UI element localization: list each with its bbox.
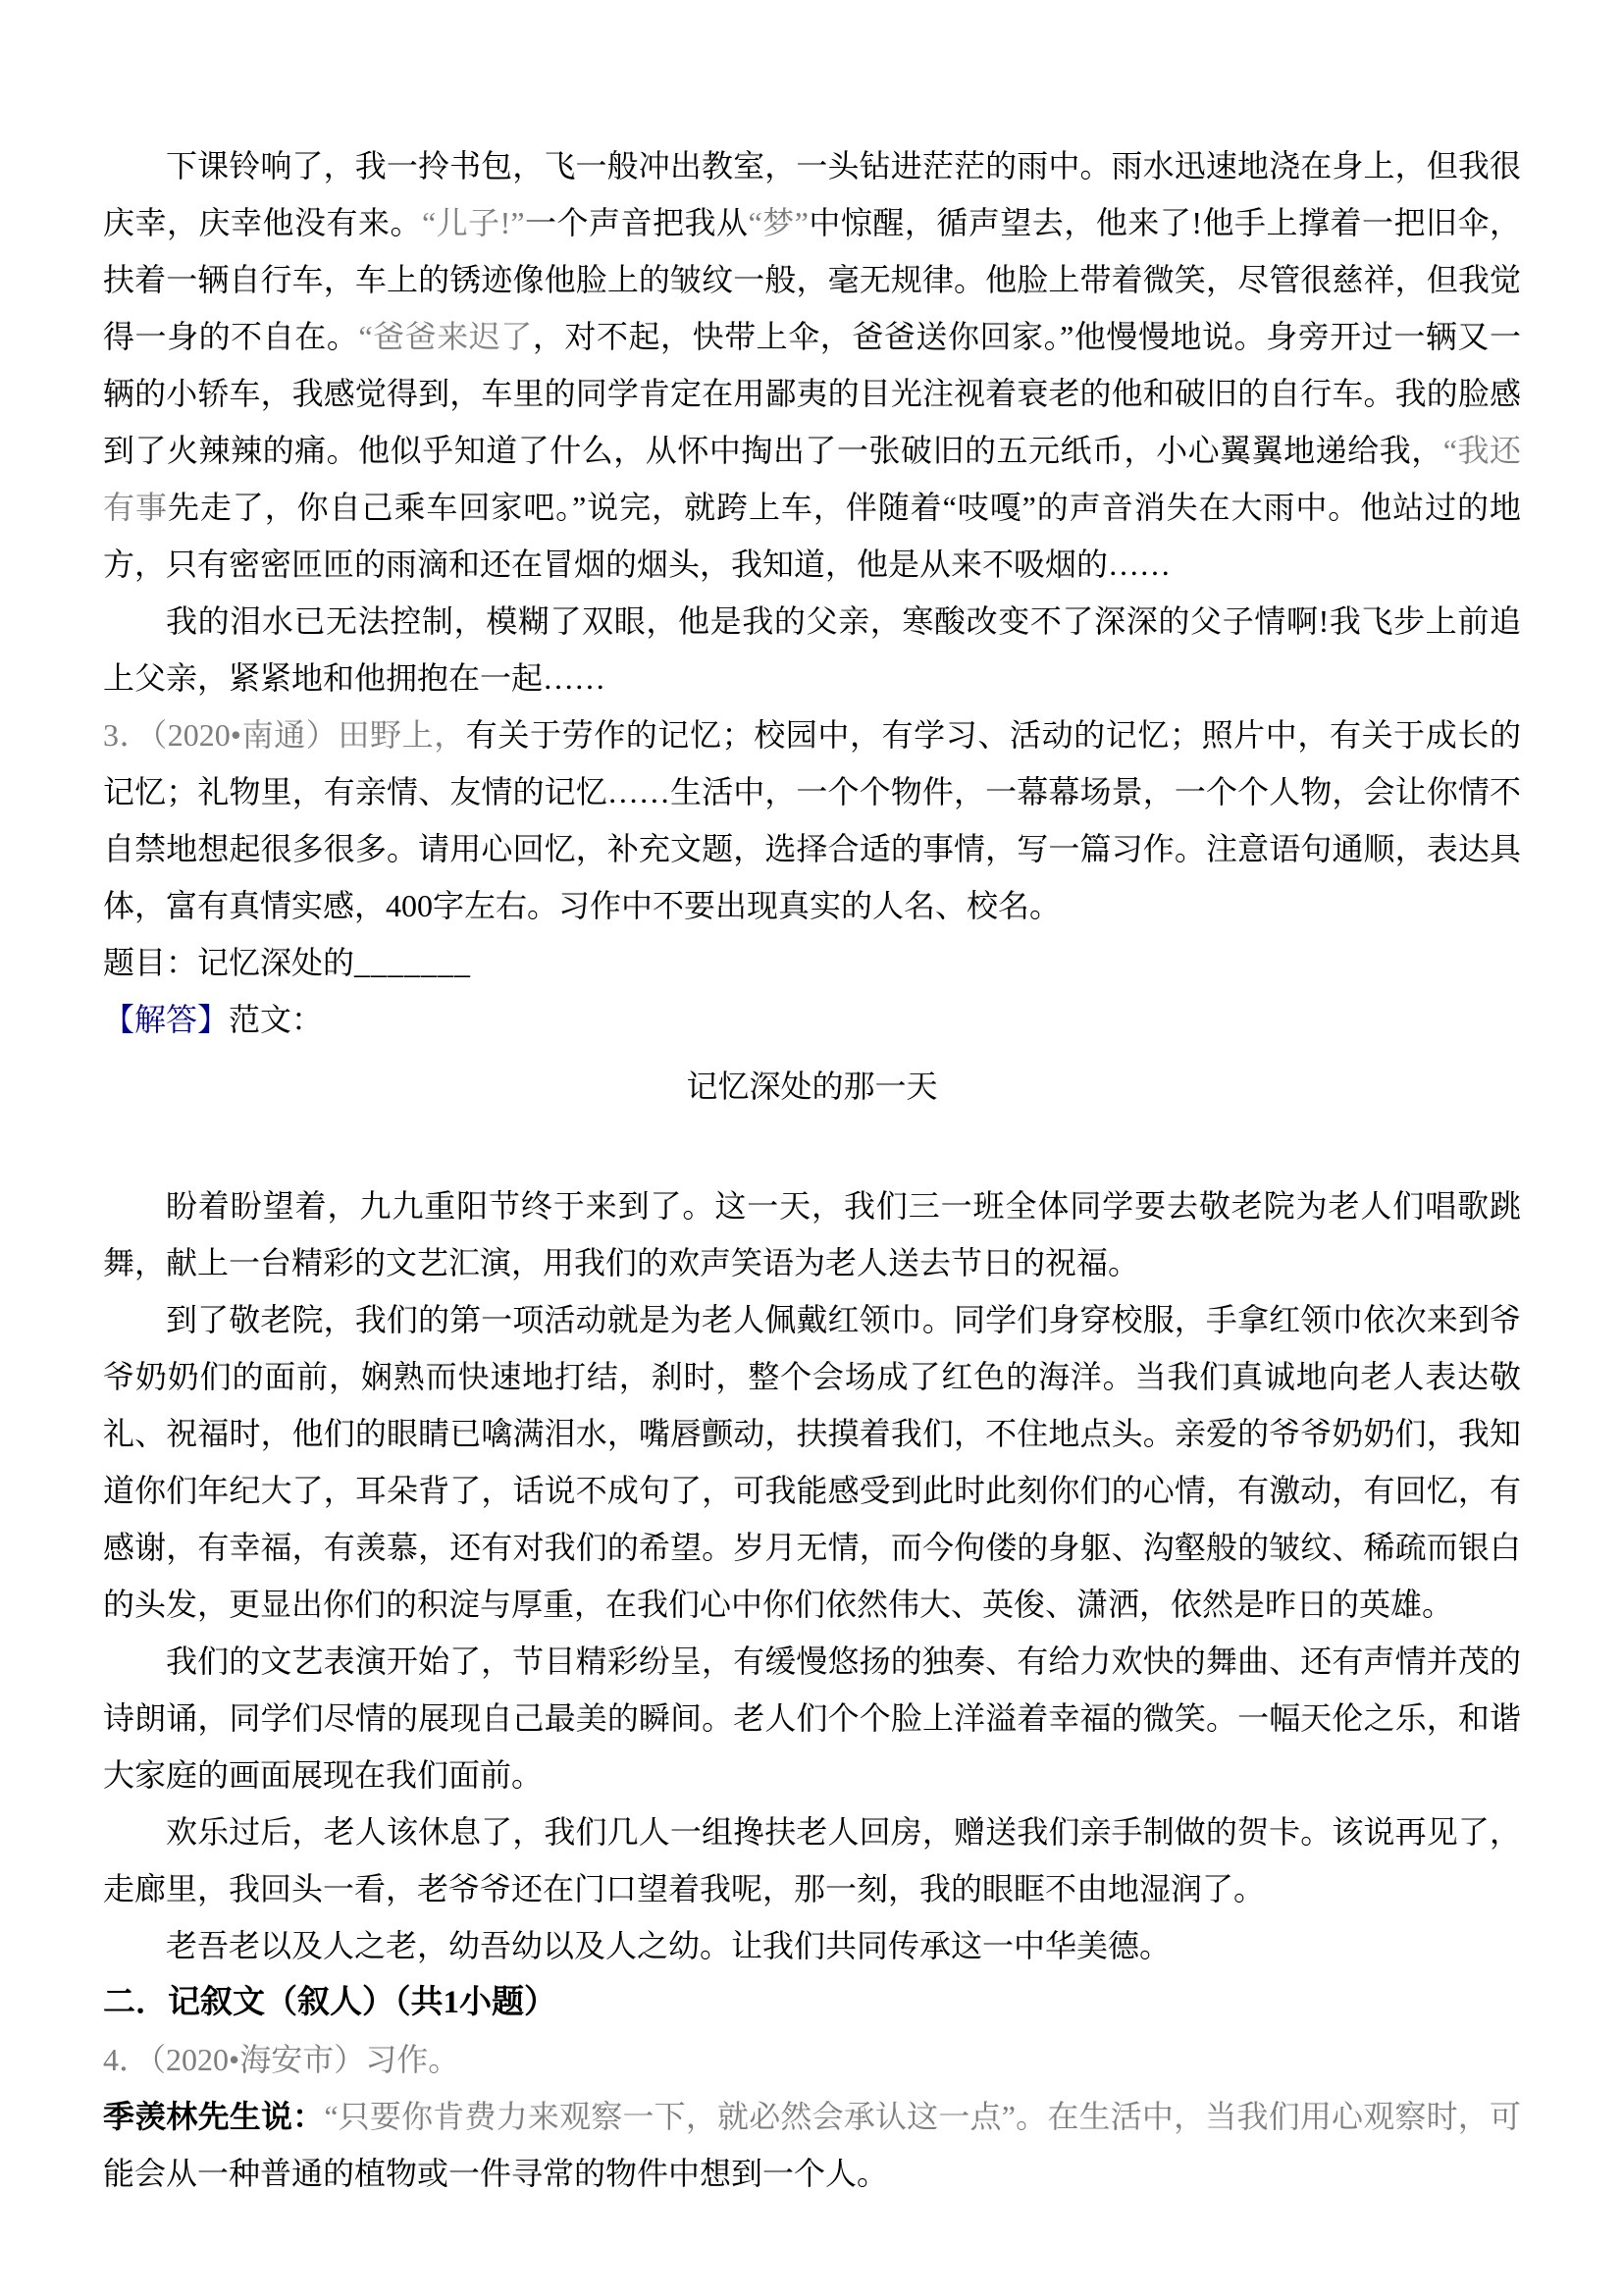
text-run-normal: 下课铃响了，我一拎书包，飞一般冲出教室，一头钻进茫茫的雨中。雨水迅速地浇在身上，但我很庆幸，庆幸他没有来。 — [103, 148, 1521, 240]
question-4 — [103, 2031, 1521, 2088]
text-run-normal: 我们的文艺表演开始了，节目精彩纷呈，有缓慢悠扬的独奏、有给力欢快的舞曲、还有声情并茂的诗朗诵，同学们尽情的展现自己最美的瞬间。老人们个个脸上洋溢着幸福的微笑。一幅天伦之乐，和谐大家庭的画面展现在我们面前。 — [103, 1644, 1521, 1793]
text-run-gray: “我还有事 — [103, 433, 1521, 525]
text-run-gray: “梦” — [748, 205, 809, 240]
text-run-normal: 到了敬老院，我们的第一项活动就是为老人佩戴红领巾。同学们身穿校服，手拿红领巾依次来到爷爷奶奶们的面前，娴熟而快速地打结，刹时，整个会场成了红色的海洋。当我们真诚地向老人表达敬礼、祝福时，他们的眼睛已噙满泪水，嘴唇颤动，扶摸着我们，不住地点头。亲爱的爷爷奶奶们，我知道你们年纪大了，耳朵背了，话说不成句了，可我能感受到此时此刻你们的心情，有激动，有回忆，有感谢，有幸福，有羡慕，还有对我们的希望。岁月无情，而今佝偻的身躯、沟壑般的皱纹、稀疏而银白的头发，更显出你们的积淀与厚重，在我们心中你们依然伟大、英俊、潇洒，依然是昨日的英雄。 — [103, 1302, 1521, 1622]
text-run-normal: 我的泪水已无法控制，模糊了双眼，他是我的父亲，寒酸改变不了深深的父子情啊!我飞步上前追上父亲，紧紧地和他拥抱在一起…… — [103, 603, 1521, 696]
essay2-paragraph-5 — [103, 1917, 1521, 1974]
text-run-normal: 有关于劳作的记忆；校园中，有学习、活动的记忆；照片中，有关于成长的记忆；礼物里，有亲情、友情的记忆……生活中，一个个物件，一幕幕场景，一个个人物，会让你情不自禁地想起很多很多。请用心回忆，补充文题，选择合适的事情，写一篇习作。注意语句通顺，表达具体，富有真情实感，400字左右。习作中不要出现真实的人名、校名。 — [103, 717, 1521, 923]
text-run-normal: 欢乐过后，老人该休息了，我们几人一组搀扶老人回房，赠送我们亲手制做的贺卡。该说再见了，走廊里，我回头一看，老爷爷还在门口望着我呢，那一刻，我的眼眶不由地湿润了。 — [103, 1814, 1521, 1906]
text-run-normal: 先走了，你自己乘车回家吧。”说完，就跨上车，伴随着“吱嘎”的声音消失在大雨中。他站过的地方，只有密密匝匝的雨滴和还在冒烟的烟头，我知道，他是从来不吸烟的…… — [103, 490, 1521, 582]
answer-label-line — [103, 991, 1521, 1048]
topic-line — [103, 934, 1521, 991]
text-run-bold: 二．记叙文（叙人）（共1小题） — [103, 1985, 556, 2020]
text-run-normal: 老吾老以及人之老，幼吾幼以及人之幼。让我们共同传承这一中华美德。 — [166, 1928, 1172, 1963]
essay2-paragraph-1 — [103, 1177, 1521, 1291]
text-run-bold: 季羡林先生说： — [103, 2099, 325, 2134]
essay2-paragraph-4 — [103, 1803, 1521, 1917]
text-run-normal: ，对不起，快带上伞，爸爸送你回家。”他慢慢地说。身旁开过一辆又一辆的小轿车，我感觉得到，车里的同学肯定在用鄙夷的目光注视着衰老的他和破旧的自行车。我的脸感到了火辣辣的痛。他似乎知道了什么，从怀中掏出了一张破旧的五元纸币，小心翼翼地递给我， — [103, 319, 1521, 468]
text-run-gray: 4．（2020•海安市）习作。 — [103, 2042, 460, 2077]
text-run-normal: 范文： — [229, 1002, 324, 1037]
section-heading-2 — [103, 1974, 1521, 2031]
text-run-blue: 【解答】 — [103, 1002, 230, 1037]
text-run-gray: “爸爸来迟了 — [358, 319, 533, 354]
question-4-prompt — [103, 2088, 1521, 2202]
text-run-normal: 能会从一种普通的植物或一件寻常的物件中想到一个人。 — [103, 2156, 889, 2191]
essay2-paragraph-3 — [103, 1633, 1521, 1803]
question-3 — [103, 706, 1521, 934]
text-run-blank: _______ — [354, 945, 472, 980]
text-run-normal: 盼着盼望着，九九重阳节终于来到了。这一天，我们三一班全体同学要去敬老院为老人们唱歌跳舞，献上一台精彩的文艺汇演，用我们的欢声笑语为老人送去节日的祝福。 — [103, 1188, 1521, 1280]
essay1-paragraph-2 — [103, 593, 1521, 706]
text-run-gray: “儿子!” — [421, 205, 525, 240]
text-run-normal: 一个声音把我从 — [524, 205, 749, 240]
essay2-title — [103, 1058, 1521, 1115]
text-run-gray: 3．（2020•南通）田野上， — [103, 717, 466, 753]
text-run-gray: “只要你肯费力来观察一下，就必然会承认这一点”。在生活中，当我们用心观察时，可 — [324, 2099, 1521, 2134]
text-run-normal: 题目：记忆深处的 — [103, 945, 355, 980]
essay2-paragraph-2 — [103, 1291, 1521, 1633]
text-run-normal: 中惊醒，循声望去，他来了!他手上撑着一把旧伞，扶着一辆自行车，车上的锈迹像他脸上的皱纹一般，毫无规律。他脸上带着微笑，尽管很慈祥，但我觉得一身的不自在。 — [103, 205, 1521, 354]
text-run-normal: 记忆深处的那一天 — [686, 1069, 938, 1104]
essay1-paragraph-1 — [103, 137, 1521, 593]
